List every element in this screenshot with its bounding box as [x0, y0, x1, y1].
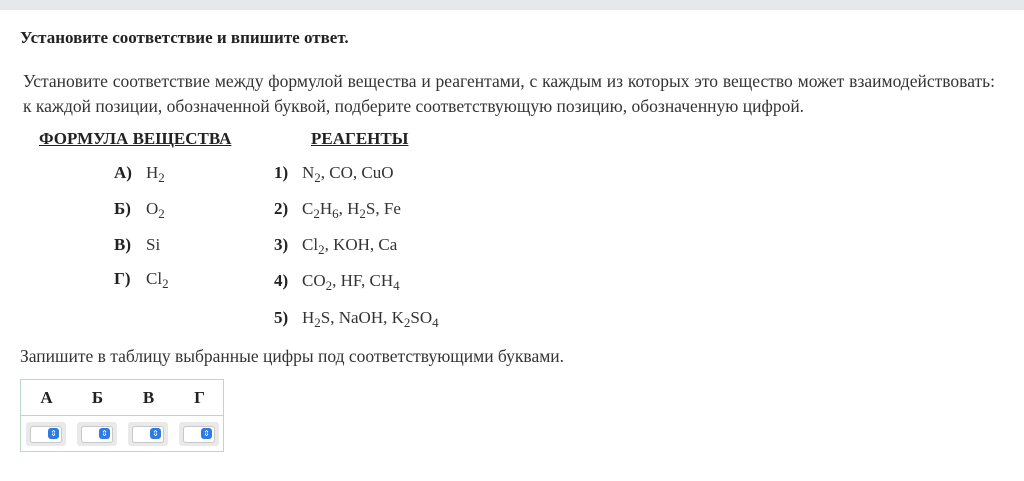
answer-instruction: Запишите в таблицу выбранные цифры под соответствующими буквами. [20, 346, 565, 366]
select-arrows-icon: ⇕ [99, 428, 110, 439]
substance-label: А) [114, 163, 132, 182]
substance-formula: $Cl_2$ [146, 269, 169, 291]
answer-header-b: Б [91, 388, 104, 407]
reagent-set: $CO_2$, HF, $CH_4$ [302, 271, 400, 293]
answer-select-b[interactable] [81, 426, 113, 443]
task-description: Установите соответствие между формулой вещества и реагентами, с каждым из которых это вещество может взаимодействовать: к каждой позиции, обозначенной буквой, подберите соответствующую позицию, обозначенную цифрой. [23, 71, 995, 116]
answer-select-a[interactable] [30, 426, 62, 443]
answer-cell-a [26, 422, 66, 446]
answer-select-v[interactable] [132, 426, 164, 443]
substance-label: В) [114, 235, 131, 254]
reagent-number: 2) [274, 199, 289, 218]
substance-formula: $O_2$ [146, 199, 165, 221]
table-divider [21, 415, 223, 416]
task-heading: Установите соответствие и впишите ответ. [20, 28, 349, 47]
top-bar [0, 0, 1024, 10]
answer-header-g: Г [194, 388, 205, 407]
select-arrows-icon: ⇕ [150, 428, 161, 439]
reagent-number: 3) [274, 235, 289, 254]
substance-label: Г) [114, 269, 131, 288]
reagent-number: 4) [274, 271, 289, 290]
answer-table [20, 379, 224, 452]
formula-column-title: ФОРМУЛА ВЕЩЕСТВА [39, 129, 232, 148]
answer-select-g[interactable] [183, 426, 215, 443]
reagent-set: $H_2S$, NaOH, $K_2SO_4$ [302, 308, 439, 330]
reagent-set: $N_2$, CO, CuO [302, 163, 394, 185]
answer-header-v: В [142, 388, 155, 407]
reagent-set: $Cl_2$, KOH, Ca [302, 235, 398, 257]
answer-header-a: А [40, 388, 53, 407]
reagent-number: 1) [274, 163, 289, 182]
answer-cell-b [77, 422, 117, 446]
reagent-number: 5) [274, 308, 289, 327]
reagents-column-title: РЕАГЕНТЫ [311, 129, 409, 148]
select-arrows-icon: ⇕ [201, 428, 212, 439]
substance-formula: Si [146, 235, 161, 254]
substance-formula: $H_2$ [146, 163, 165, 185]
answer-cell-g [179, 422, 219, 446]
substance-label: Б) [114, 199, 131, 218]
answer-cell-v [128, 422, 168, 446]
reagent-set: $C_2H_6$, $H_2S$, Fe [302, 199, 401, 221]
select-arrows-icon: ⇕ [48, 428, 59, 439]
